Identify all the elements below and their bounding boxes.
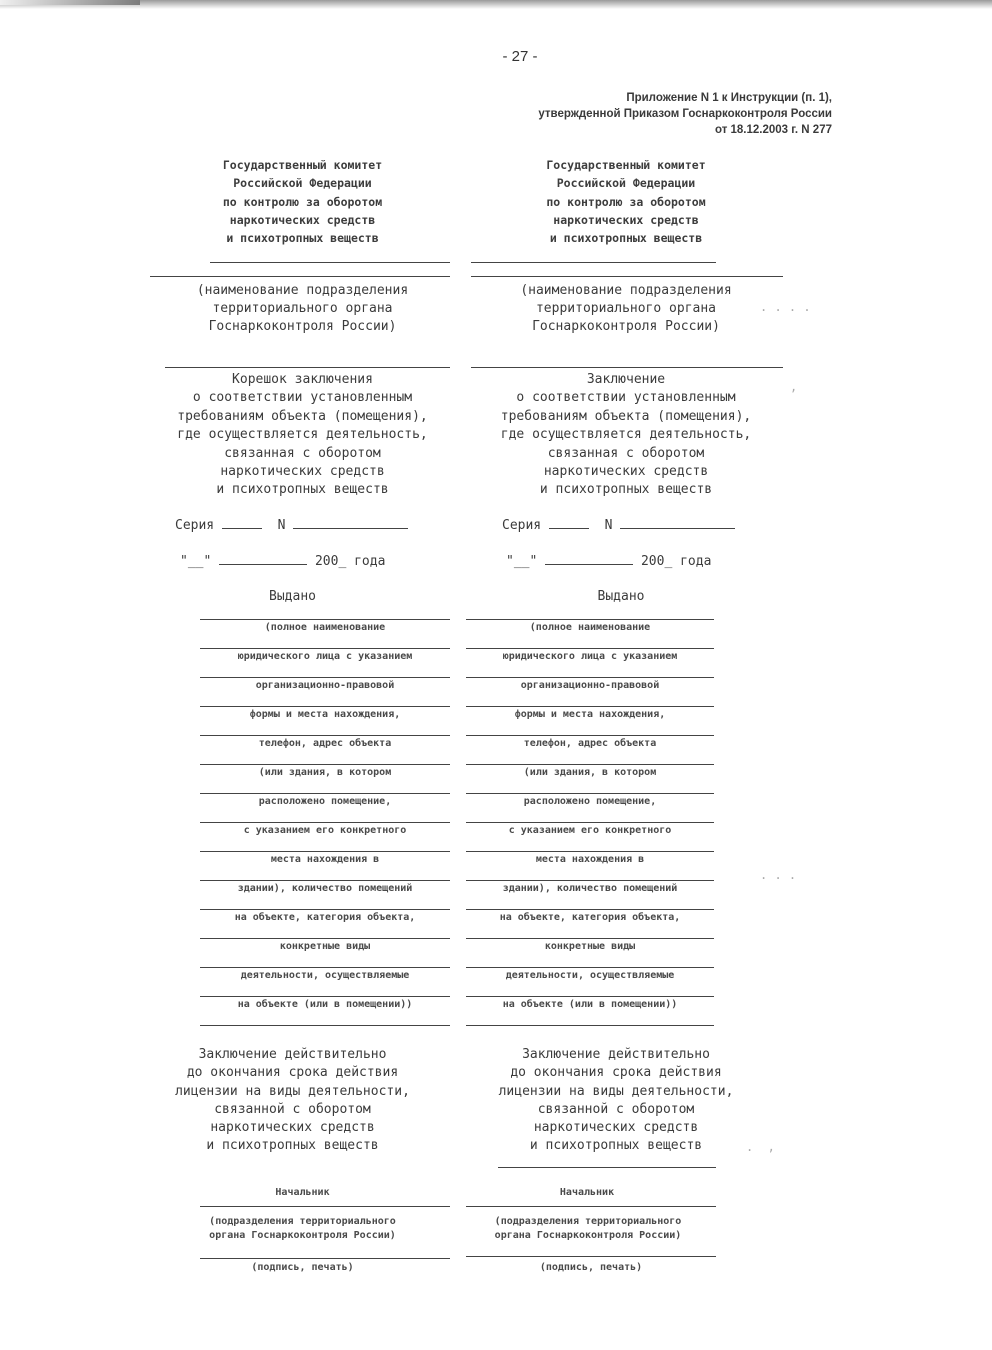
- issued-fill-line: [200, 793, 450, 794]
- signature-fill-line: [200, 1258, 450, 1259]
- number-label: N: [277, 518, 286, 533]
- chief-caption: (подразделения территориального органа Госнаркоконтроля России): [494, 1216, 682, 1241]
- issued-line-caption: на объекте, категория объекта,: [499, 912, 681, 923]
- unit-fill-line: [165, 367, 450, 368]
- committee-name: Государственный комитет Российской Федерации по контролю за оборотом наркотических средств и психотропных веществ: [222, 158, 383, 246]
- issued-line-caption: на объекте, категория объекта,: [234, 912, 416, 923]
- date-month-blank: [219, 552, 307, 565]
- signature-fill-line: [466, 1256, 716, 1257]
- issued-label: Выдано: [597, 589, 645, 604]
- series-row: [175, 516, 408, 533]
- committee-name: Государственный комитет Российской Федерации по контролю за оборотом наркотических средств и психотропных веществ: [546, 158, 706, 246]
- signature-caption: (подпись, печать): [251, 1262, 354, 1273]
- unit-fill-line: [210, 262, 450, 263]
- scan-speckle: . . .: [760, 868, 797, 882]
- issued-fill-line: [466, 793, 714, 794]
- appendix-note: [538, 90, 832, 138]
- issued-fill-line: [200, 909, 450, 910]
- date-row: [506, 552, 711, 569]
- issued-line-caption: (или здания, в котором: [523, 767, 657, 778]
- issued-line-caption: деятельности, осуществляемые: [505, 970, 675, 981]
- issued-fill-line: [466, 735, 714, 736]
- issued-fill-line: [200, 880, 450, 881]
- issued-line-caption: (полное наименование: [264, 622, 386, 633]
- appendix-line-1: Приложение N 1 к Инструкции (п. 1),: [626, 92, 832, 104]
- issued-line-caption: расположено помещение,: [523, 796, 657, 807]
- issued-fill-line: [466, 880, 714, 881]
- issued-fill-line: [466, 996, 714, 997]
- unit-name-caption: (наименование подразделения территориального органа Госнаркоконтроля России): [196, 283, 409, 334]
- validity-note: Заключение действительно до окончания срока действия лицензии на виды деятельности, связанной с оборотом наркотических средств и психотропных веществ: [498, 1047, 734, 1154]
- unit-fill-line: [471, 262, 716, 263]
- number-label: N: [604, 518, 613, 533]
- issued-fill-line: [200, 648, 450, 649]
- issued-line-caption: (полное наименование: [529, 622, 651, 633]
- scan-speckle: ,: [790, 380, 798, 394]
- date-year: 200_ года: [640, 554, 712, 569]
- issued-line-caption: телефон, адрес объекта: [523, 738, 657, 749]
- issued-line-caption: формы и места нахождения,: [514, 709, 666, 720]
- series-row: [502, 516, 735, 533]
- date-year: 200_ года: [314, 554, 386, 569]
- scan-speckle: . ,: [746, 1140, 775, 1154]
- issued-line-caption: организационно-правовой: [520, 680, 660, 691]
- series-blank: [549, 516, 589, 529]
- series-label: Серия: [175, 518, 215, 533]
- series-label: Серия: [502, 518, 542, 533]
- issued-fill-line: [466, 619, 714, 620]
- issued-fill-line: [466, 764, 714, 765]
- chief-label: Начальник: [559, 1187, 615, 1198]
- issued-fill-line: [466, 1025, 714, 1026]
- issued-line-caption: (или здания, в котором: [258, 767, 392, 778]
- issued-line-caption: деятельности, осуществляемые: [240, 970, 410, 981]
- issued-fill-line: [200, 735, 450, 736]
- issued-fill-line: [466, 967, 714, 968]
- issued-line-caption: на объекте (или в помещении)): [237, 999, 413, 1010]
- chief-caption: (подразделения территориального органа Госнаркоконтроля России): [209, 1216, 396, 1241]
- chief-fill-line: [200, 1206, 450, 1207]
- issued-line-caption: юридического лица с указанием: [502, 651, 678, 662]
- issued-line-caption: конкретные виды: [544, 941, 636, 952]
- unit-fill-line: [471, 276, 783, 277]
- issued-fill-line: [466, 851, 714, 852]
- document-title: Заключение о соответствии установленным требованиям объекта (помещения), где осуществляется деятельность, связанная с оборотом наркотических средств и психотропных веществ: [500, 372, 752, 498]
- issued-line-caption: с указанием его конкретного: [243, 825, 407, 836]
- scan-top-edge: [0, 0, 992, 9]
- unit-fill-line: [471, 367, 783, 368]
- page-number: - 27 -: [502, 48, 538, 65]
- series-blank: [222, 516, 262, 529]
- date-day: "__": [180, 554, 212, 569]
- chief-label: Начальник: [275, 1187, 330, 1198]
- unit-fill-line: [150, 276, 450, 277]
- chief-fill-line: [466, 1206, 716, 1207]
- document-title: Корешок заключения о соответствии установленным требованиям объекта (помещения), где осуществляется деятельность, связанная с оборотом наркотических средств и психотропных веществ: [177, 372, 428, 498]
- issued-line-caption: конкретные виды: [279, 941, 371, 952]
- issued-fill-line: [466, 706, 714, 707]
- appendix-line-3: от 18.12.2003 г. N 277: [714, 124, 832, 136]
- issued-line-caption: организационно-правовой: [255, 680, 395, 691]
- issued-fill-line: [200, 619, 450, 620]
- issued-line-caption: с указанием его конкретного: [508, 825, 672, 836]
- issued-fill-line: [200, 938, 450, 939]
- issued-line-caption: места нахождения в: [270, 854, 380, 865]
- issued-line-caption: телефон, адрес объекта: [258, 738, 392, 749]
- issued-line-caption: здании), количество помещений: [502, 883, 678, 894]
- issued-fill-line: [200, 822, 450, 823]
- date-day: "__": [506, 554, 538, 569]
- issued-fill-line: [200, 677, 450, 678]
- appendix-line-2: утвержденной Приказом Госнаркоконтроля России: [538, 108, 832, 120]
- issued-label: Выдано: [269, 589, 316, 604]
- issued-line-caption: здании), количество помещений: [237, 883, 413, 894]
- issued-fill-line: [200, 706, 450, 707]
- issued-fill-line: [200, 967, 450, 968]
- issued-fill-line: [200, 1025, 450, 1026]
- unit-name-caption: (наименование подразделения территориального органа Госнаркоконтроля России): [520, 283, 732, 334]
- issued-line-caption: юридического лица с указанием: [237, 651, 413, 662]
- issued-fill-line: [466, 677, 714, 678]
- validity-note: Заключение действительно до окончания срока действия лицензии на виды деятельности, связанной с оборотом наркотических средств и психотропных веществ: [175, 1047, 410, 1154]
- number-blank: [620, 516, 735, 529]
- signature-caption: (подпись, печать): [539, 1262, 643, 1273]
- issued-line-caption: места нахождения в: [535, 854, 645, 865]
- issued-line-caption: формы и места нахождения,: [249, 709, 401, 720]
- issued-line-caption: расположено помещение,: [258, 796, 392, 807]
- issued-fill-line: [200, 851, 450, 852]
- date-month-blank: [545, 552, 633, 565]
- issued-line-caption: на объекте (или в помещении)): [502, 999, 678, 1010]
- issued-fill-line: [200, 764, 450, 765]
- date-row: [180, 552, 385, 569]
- issued-fill-line: [200, 996, 450, 997]
- scan-top-edge-shadow: [0, 0, 140, 5]
- scan-speckle: . . . .: [760, 300, 811, 314]
- issued-fill-line: [466, 648, 714, 649]
- issued-fill-line: [466, 822, 714, 823]
- number-blank: [293, 516, 408, 529]
- issued-fill-line: [466, 909, 714, 910]
- validity-fill-line: [498, 1167, 716, 1168]
- issued-fill-line: [466, 938, 714, 939]
